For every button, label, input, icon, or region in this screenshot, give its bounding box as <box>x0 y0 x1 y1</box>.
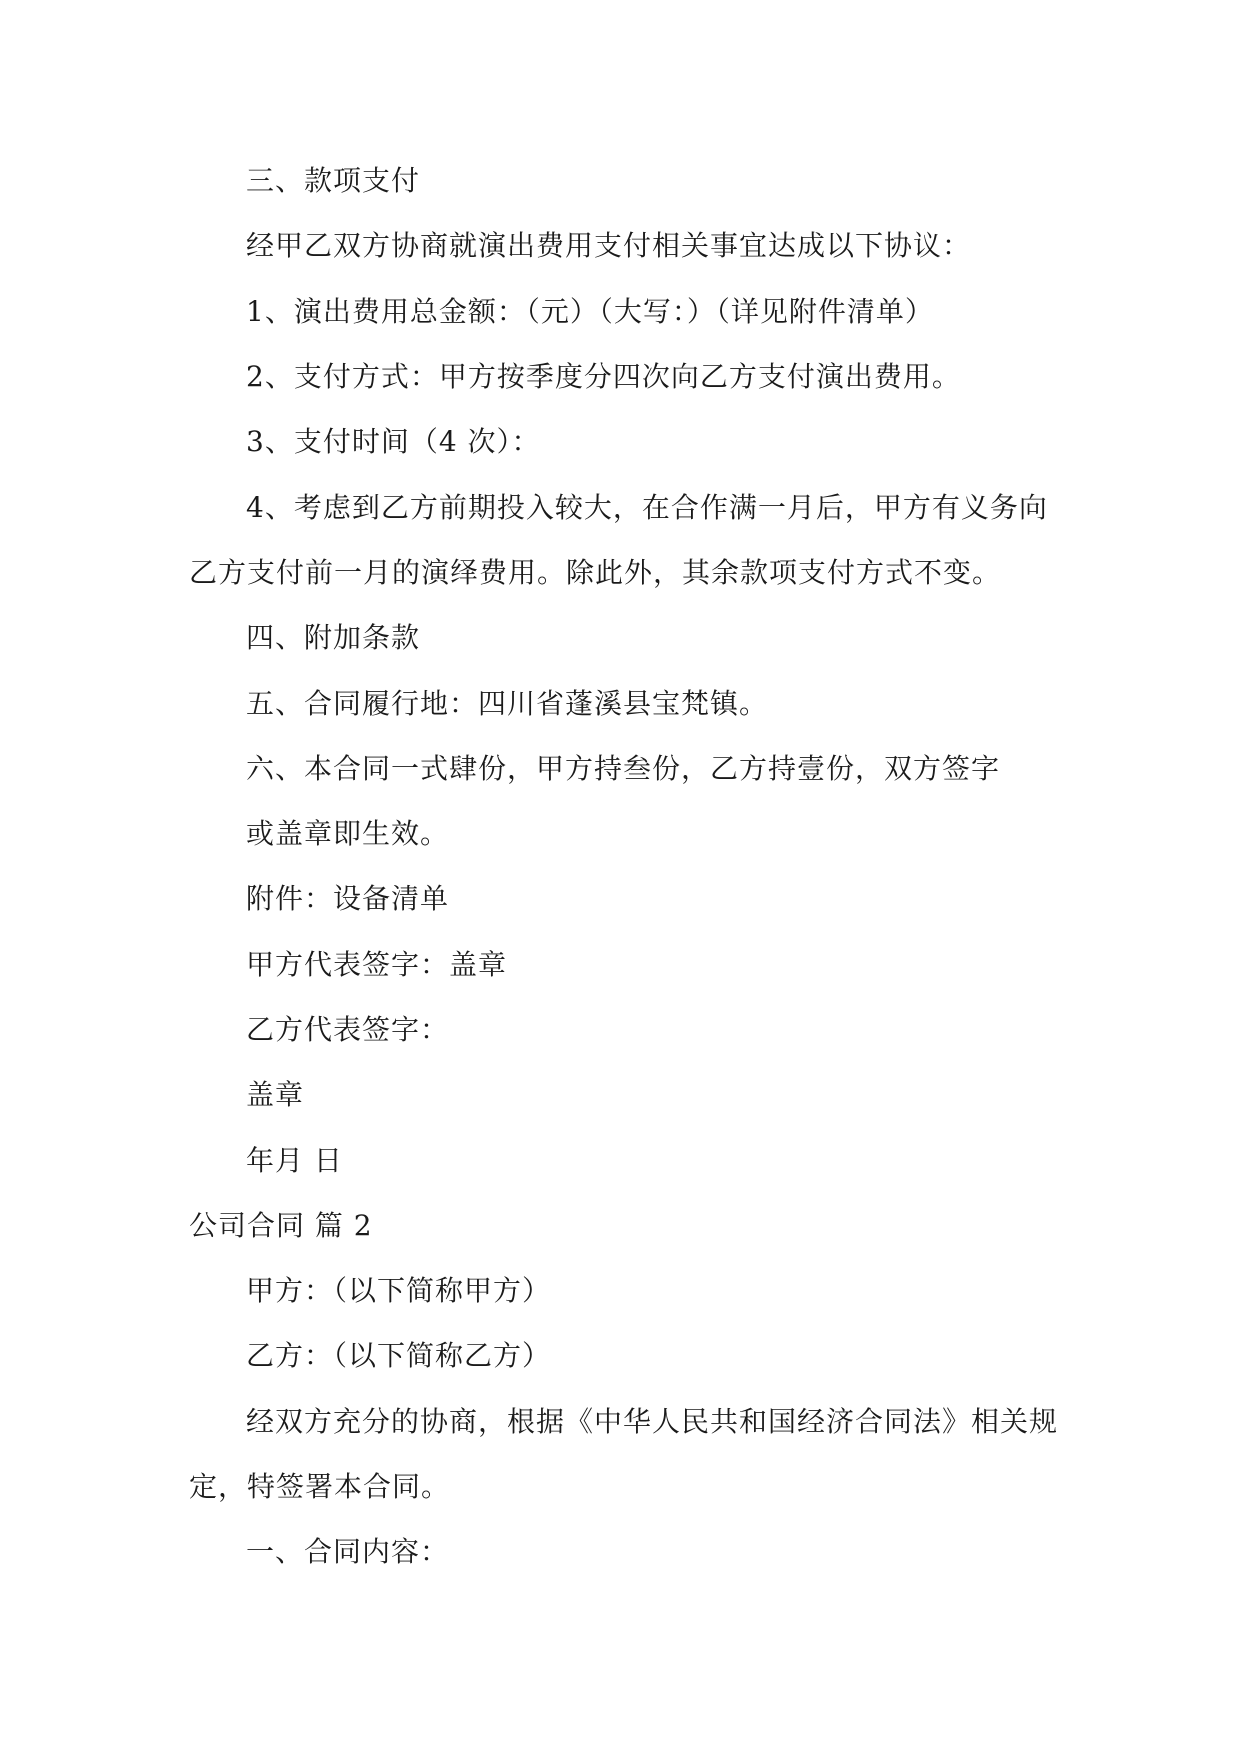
clause-payment-time: 3、支付时间（4 次）： <box>246 425 541 458</box>
paragraph-agreement-intro: 经甲乙双方协商就演出费用支付相关事宜达成以下协议： <box>246 229 972 262</box>
paragraph-basis-continued: 定，特签署本合同。 <box>189 1470 451 1503</box>
clause-total-amount: 1、演出费用总金额：（元）（大写：）（详见附件清单） <box>246 295 934 328</box>
clause-prepayment-continued: 乙方支付前一月的演绎费用。除此外，其余款项支付方式不变。 <box>189 556 1002 589</box>
section-heading-payment: 三、款项支付 <box>246 164 421 197</box>
attachment-line: 附件：设备清单 <box>246 882 450 915</box>
party-b-signature: 乙方代表签字： <box>246 1013 450 1046</box>
section-heading-contract-content: 一、合同内容： <box>246 1535 450 1568</box>
party-a-signature: 甲方代表签字：盖章 <box>246 948 508 981</box>
contract-title: 公司合同 篇 2 <box>189 1209 373 1242</box>
party-a-line: 甲方：（以下简称甲方） <box>246 1274 552 1307</box>
clause-prepayment: 4、考虑到乙方前期投入较大，在合作满一月后，甲方有义务向 <box>246 491 1048 524</box>
section-copies: 六、本合同一式肆份，甲方持叁份，乙方持壹份，双方签字 <box>246 752 1001 785</box>
seal-line: 盖章 <box>246 1078 305 1111</box>
section-copies-continued: 或盖章即生效。 <box>246 817 450 850</box>
section-place-of-performance: 五、合同履行地：四川省蓬溪县宝梵镇。 <box>246 687 769 720</box>
clause-payment-method: 2、支付方式：甲方按季度分四次向乙方支付演出费用。 <box>246 360 961 393</box>
party-b-line: 乙方：（以下简称乙方） <box>246 1339 552 1372</box>
date-line: 年月 日 <box>246 1144 343 1177</box>
paragraph-basis: 经双方充分的协商，根据《中华人民共和国经济合同法》相关规 <box>246 1405 1059 1438</box>
section-heading-additional-terms: 四、附加条款 <box>246 621 421 654</box>
